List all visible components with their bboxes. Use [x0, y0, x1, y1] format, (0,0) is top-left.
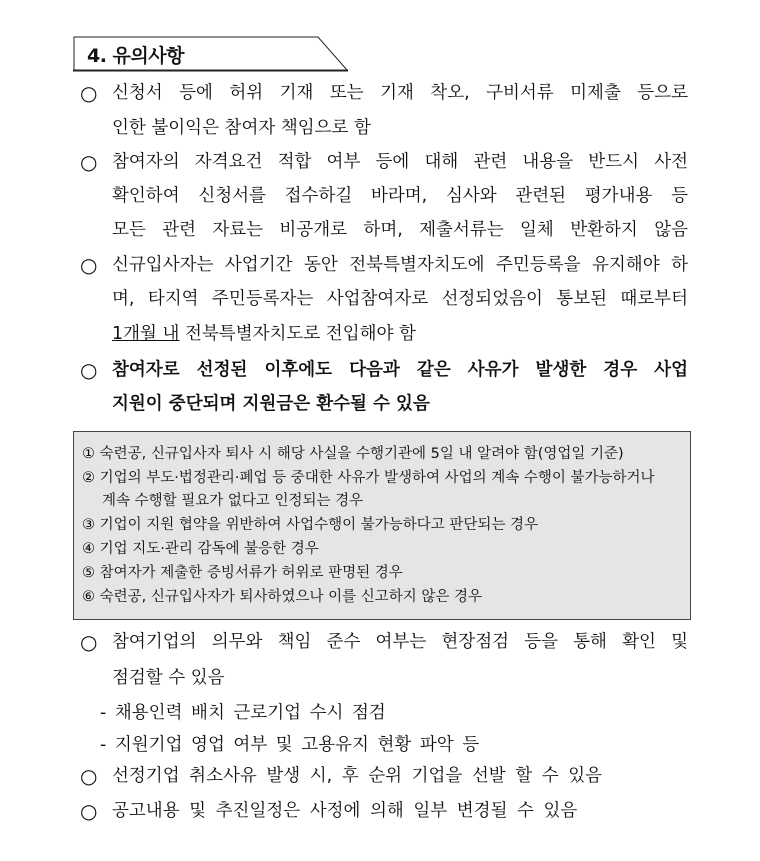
- underlined-deadline: 1개월 내: [112, 324, 180, 344]
- bullet-icon: ○: [80, 81, 98, 105]
- box-item-continued: 계속 수행할 필요가 없다고 인정되는 경우: [102, 493, 364, 509]
- section-header: [73, 36, 347, 70]
- bullet-icon: ○: [80, 150, 98, 174]
- text-line-bold: 참여자로 선정된 이후에도 다음과 같은 사유가 발생한 경우 사업: [112, 360, 688, 380]
- dash-item: - 채용인력 배치 근로기업 수시 점검: [100, 703, 386, 723]
- bullet-icon: ○: [80, 630, 98, 654]
- section-title: 4. 유의사항: [87, 45, 184, 67]
- text-line: 참여기업의 의무와 책임 준수 여부는 현장점검 등을 통해 확인 및: [112, 632, 688, 652]
- suspension-reasons-box: [73, 431, 691, 620]
- box-item: ① 숙련공, 신규입사자 퇴사 시 해당 사실을 수행기관에 5일 내 알려야 함(영업일 기준): [82, 446, 624, 462]
- dash-item: - 지원기업 영업 여부 및 고용유지 현황 파악 등: [100, 735, 480, 755]
- text-line-bold: 지원이 중단되며 지원금은 환수될 수 있음: [112, 394, 430, 414]
- text-line: 확인하여 신청서를 접수하길 바라며, 심사와 관련된 평가내용 등: [112, 186, 688, 206]
- bullet-icon: ○: [80, 253, 98, 277]
- text-line: 신청서 등에 허위 기재 또는 기재 착오, 구비서류 미제출 등으로: [112, 83, 688, 103]
- text-line: 공고내용 및 추진일정은 사정에 의해 일부 변경될 수 있음: [112, 801, 578, 821]
- text-line: 점검할 수 있음: [112, 668, 225, 688]
- box-item: ② 기업의 부도·법정관리·폐업 등 중대한 사유가 발생하여 사업의 계속 수행이 불가능하거나: [82, 470, 655, 486]
- text-tail: 전북특별자치도로 전입해야 함: [179, 324, 416, 344]
- bullet-icon: ○: [80, 799, 98, 823]
- box-item: ⑤ 참여자가 제출한 증빙서류가 허위로 판명된 경우: [82, 565, 403, 581]
- bullet-icon: ○: [80, 764, 98, 788]
- box-item: ④ 기업 지도·관리 감독에 불응한 경우: [82, 541, 319, 557]
- text-line: 선정기업 취소사유 발생 시, 후 순위 기업을 선발 할 수 있음: [112, 766, 603, 786]
- text-line: 신규입사자는 사업기간 동안 전북특별자치도에 주민등록을 유지해야 하: [112, 255, 688, 275]
- box-item: ③ 기업이 지원 협약을 위반하여 사업수행이 불가능하다고 판단되는 경우: [82, 517, 539, 533]
- bullet-icon: ○: [80, 358, 98, 382]
- text-line: [112, 323, 688, 345]
- box-item: ⑥ 숙련공, 신규입사자가 퇴사하였으나 이를 신고하지 않은 경우: [82, 589, 483, 605]
- text-line: 모든 관련 자료는 비공개로 하며, 제출서류는 일체 반환하지 않음: [112, 220, 688, 240]
- text-line: 며, 타지역 주민등록자는 사업참여자로 선정되었음이 통보된 때로부터: [112, 289, 688, 309]
- text-line: 참여자의 자격요건 적합 여부 등에 대해 관련 내용을 반드시 사전: [112, 152, 688, 172]
- text-line: 인한 불이익은 참여자 책임으로 함: [112, 118, 371, 138]
